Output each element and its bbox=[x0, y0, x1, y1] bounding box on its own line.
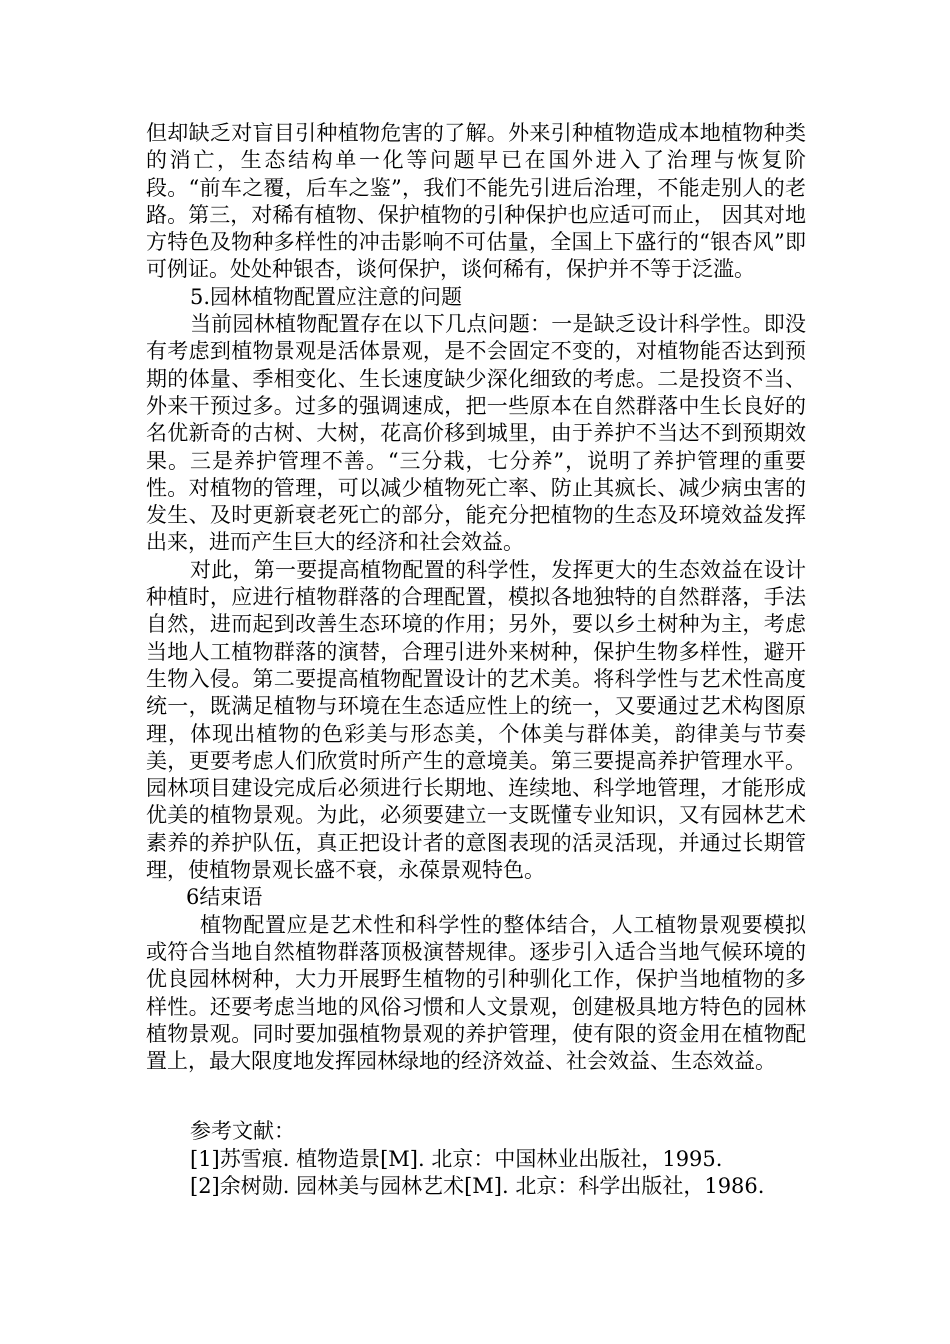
reference-item: [2]余树勋. 园林美与园林艺术[M]. 北京：科学出版社，1986. bbox=[190, 1174, 765, 1198]
paragraph-solutions: 对此，第一要提高植物配置的科学性，发挥更大的生态效益在设计种植时，应进行植物群落的合理配置，模拟各地独特的自然群落，手法自然，进而起到改善生态环境的作用；另外，要以乡土树种为主，考虑当地人工植物群落的演替，合理引进外来树种，保护生物多样性，避开生物入侵。第二要提高植物配置设计的艺术美。将科学性与艺术性高度统一，既满足植物与环境在生态适应性上的统一，又要通过艺术构图原理，体现出植物的色彩美与形态美，个体美与群体美，韵律美与节奏美，更要考虑人们欣赏时所产生的意境美。第三要提高养护管理水平。园林项目建设完成后必须进行长期地、连续地、科学地管理，才能形成优美的植物景观。为此，必须要建立一支既懂专业知识，又有园林艺术素养的养护队伍，真正把设计者的意图表现的活灵活现，并通过长期管理，使植物景观长盛不衰，永葆景观特色。 bbox=[146, 557, 806, 883]
body-text bbox=[146, 120, 806, 1075]
section-heading-5: 5.园林植物配置应注意的问题 bbox=[190, 284, 463, 309]
paragraph-continued: 但却缺乏对盲目引种植物危害的了解。外来引种植物造成本地植物种类的消亡，生态结构单一化等问题早已在国外进入了治理与恢复阶段。“前车之覆，后车之鉴”，我们不能先引进后治理，不能走别人的老路。第三，对稀有植物、保护植物的引种保护也应适可而止， 因其对地方特色及物种多样性的冲击影响不可估量，全国上下盛行的“银杏风”即可例证。处处种银杏，谈何保护，谈何稀有，保护并不等于泛滥。 bbox=[146, 121, 806, 282]
paragraph-problems: 当前园林植物配置存在以下几点问题：一是缺乏设计科学性。即没有考虑到植物景观是活体景观，是不会固定不变的，对植物能否达到预期的体量、季相变化、生长速度缺少深化细致的考虑。二是投资不当、外来干预过多。过多的强调速成，把一些原本在自然群落中生长良好的名优新奇的古树、大树，花高价移到城里，由于养护不当达不到预期效果。三是养护管理不善。“三分栽，七分养”，说明了养护管理的重要性。对植物的管理，可以减少植物死亡率、防止其疯长、减少病虫害的发生、及时更新衰老死亡的部分，能充分把植物的生态及环境效益发挥出来，进而产生巨大的经济和社会效益。 bbox=[146, 312, 806, 555]
paragraph-conclusion: 植物配置应是艺术性和科学性的整体结合，人工植物景观要模拟或符合当地自然植物群落顶极演替规律。逐步引入适合当地气候环境的优良园林树种，大力开展野生植物的引种驯化工作，保护当地植物的多样性。还要考虑当地的风俗习惯和人文景观，创建极具地方特色的园林植物景观。同时要加强植物景观的养护管理，使有限的资金用在植物配置上，最大限度地发挥园林绿地的经济效益、社会效益、生态效益。 bbox=[146, 912, 806, 1074]
references bbox=[146, 1118, 806, 1201]
references-title: 参考文献： bbox=[190, 1119, 295, 1143]
section-heading-6: 6结束语 bbox=[186, 885, 263, 910]
reference-item: [1]苏雪痕. 植物造景[M]. 北京：中国林业出版社，1995. bbox=[190, 1146, 723, 1171]
